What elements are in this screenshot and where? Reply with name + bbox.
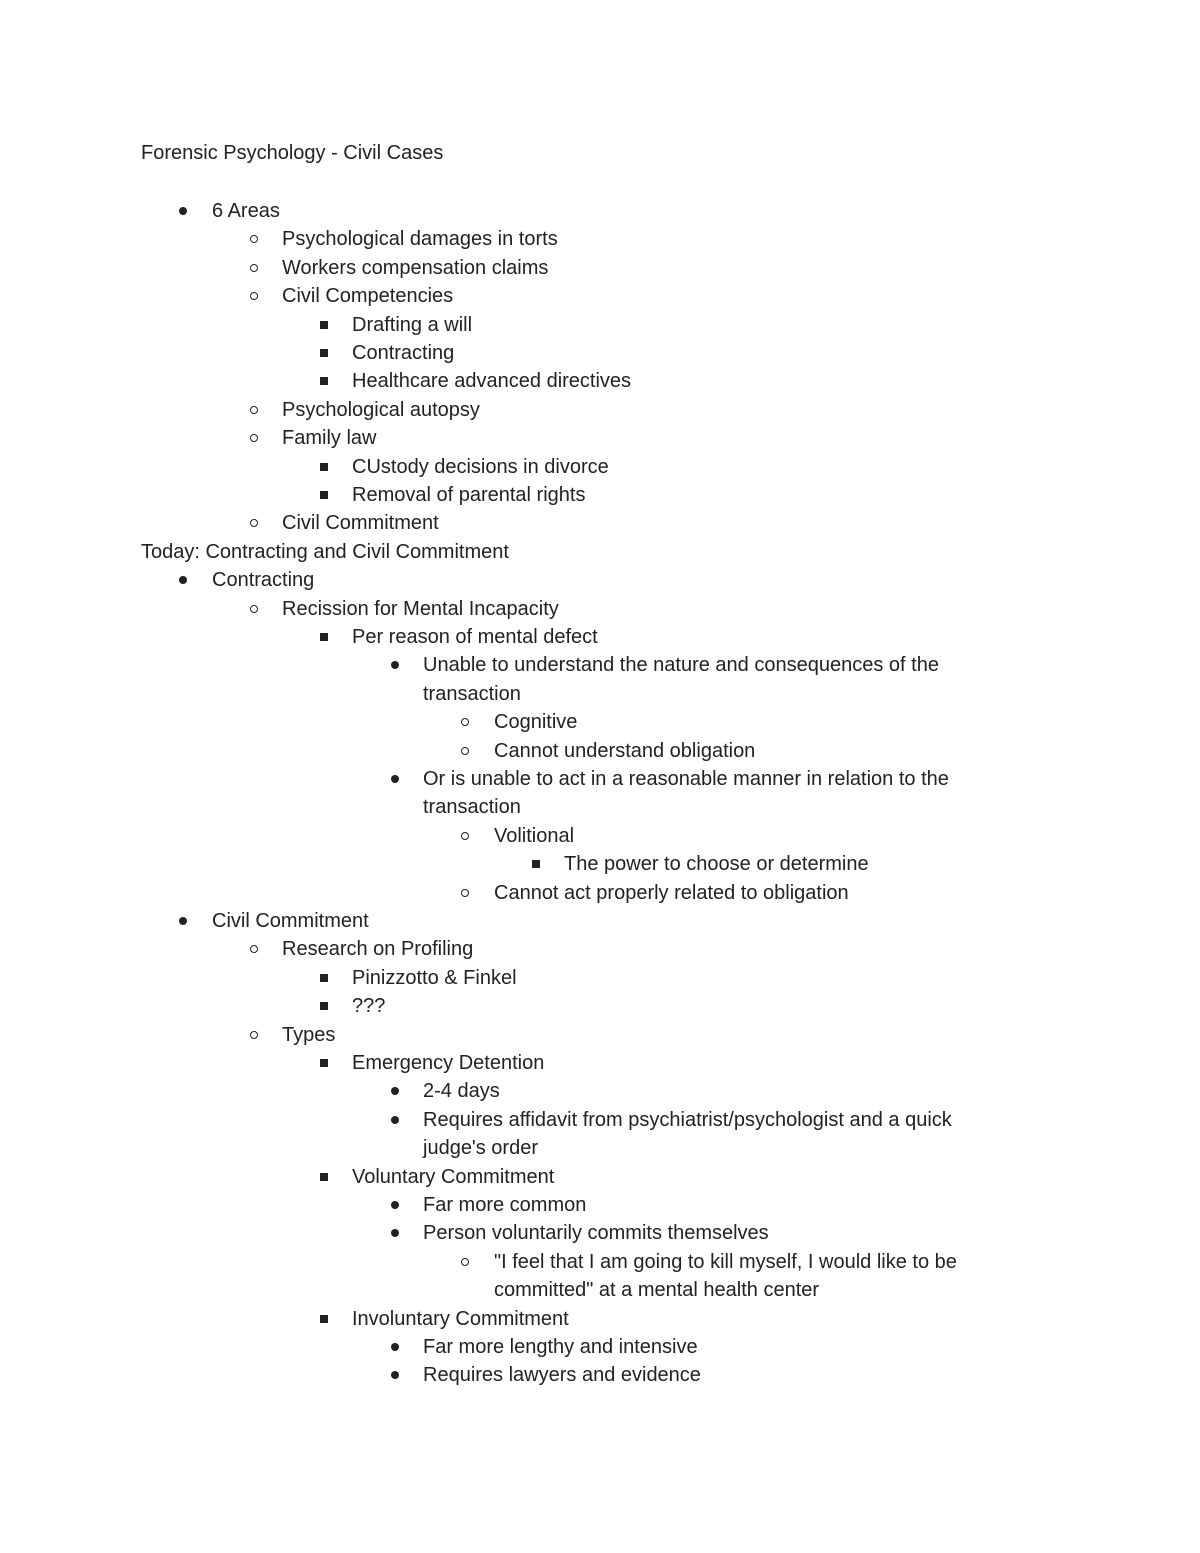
square-bullet-icon [320, 349, 328, 357]
list-item-text: Far more common [423, 1194, 587, 1216]
list-item-text: Requires affidavit from psychiatrist/psychologist and a quick [423, 1108, 952, 1131]
square-bullet-icon [320, 491, 328, 499]
list-item-text: transaction [423, 682, 521, 705]
square-bullet-icon [320, 1059, 328, 1067]
disc-bullet-icon [179, 576, 187, 584]
list-item-text: Person voluntarily commits themselves [423, 1222, 769, 1245]
list-item-text: Contracting [212, 569, 315, 592]
list-item-text: Research on Profiling [282, 938, 474, 961]
circle-bullet-icon [250, 406, 258, 414]
circle-bullet-icon [461, 1258, 469, 1266]
circle-bullet-icon [250, 605, 258, 613]
disc-bullet-icon [391, 1201, 399, 1209]
circle-bullet-icon [250, 292, 258, 300]
list-item-text: Civil Commitment [212, 910, 369, 932]
list-item-text: Types [282, 1023, 336, 1046]
list-item-text: ??? [352, 995, 386, 1018]
list-item-text: committed" at a mental health center [494, 1279, 820, 1302]
square-bullet-icon [532, 860, 540, 868]
circle-bullet-icon [461, 832, 469, 840]
disc-bullet-icon [391, 1087, 399, 1095]
list-item-text: transaction [423, 796, 521, 819]
circle-bullet-icon [250, 945, 258, 953]
list-item-text: Pinizzotto & Finkel [352, 966, 517, 989]
square-bullet-icon [320, 1315, 328, 1323]
list-item-text: Requires lawyers and evidence [423, 1364, 701, 1387]
square-bullet-icon [320, 463, 328, 471]
list-item-text: Healthcare advanced directives [352, 370, 632, 393]
list-item-text: Family law [282, 427, 377, 450]
list-item-text: Civil Competencies [282, 285, 454, 308]
disc-bullet-icon [391, 1229, 399, 1237]
list-item-text: Far more lengthy and intensive [423, 1336, 698, 1358]
disc-bullet-icon [391, 775, 399, 783]
list-item-text: Emergency Detention [352, 1052, 545, 1074]
circle-bullet-icon [250, 1031, 258, 1039]
list-item-text: judge's order [423, 1137, 538, 1160]
square-bullet-icon [320, 321, 328, 329]
list-item-text: Psychological autopsy [282, 398, 480, 421]
list-item-text: CUstody decisions in divorce [352, 455, 609, 478]
list-item-text: Civil Commitment [282, 512, 439, 535]
circle-bullet-icon [461, 747, 469, 755]
list-item-text: Contracting [352, 342, 455, 364]
circle-bullet-icon [250, 519, 258, 527]
list-item-text: Or is unable to act in a reasonable manner in relation to the [423, 768, 949, 790]
disc-bullet-icon [391, 1343, 399, 1351]
square-bullet-icon [320, 1002, 328, 1010]
circle-bullet-icon [250, 434, 258, 442]
list-item-text: "I feel that I am going to kill myself, I would like to be [494, 1250, 957, 1273]
list-item-text: Drafting a will [352, 313, 473, 336]
disc-bullet-icon [179, 207, 187, 215]
list-item-text: The power to choose or determine [564, 853, 869, 876]
disc-bullet-icon [391, 1116, 399, 1124]
list-item-text: 6 Areas [212, 200, 280, 222]
list-item-text: Involuntary Commitment [352, 1307, 569, 1330]
list-item-text: Per reason of mental defect [352, 626, 598, 648]
document-title: Forensic Psychology - Civil Cases [141, 142, 444, 164]
disc-bullet-icon [179, 917, 187, 925]
square-bullet-icon [320, 377, 328, 385]
list-item-text: Unable to understand the nature and consequences of the [423, 654, 939, 677]
list-item-text: Volitional [494, 824, 575, 847]
list-item-text: Cannot understand obligation [494, 739, 756, 762]
square-bullet-icon [320, 974, 328, 982]
circle-bullet-icon [250, 264, 258, 272]
list-item-text: Recission for Mental Incapacity [282, 597, 559, 620]
list-item-text: Psychological damages in torts [282, 228, 558, 251]
disc-bullet-icon [391, 1371, 399, 1379]
list-item-text: Removal of parental rights [352, 484, 586, 506]
circle-bullet-icon [461, 889, 469, 897]
list-item-text: Voluntary Commitment [352, 1165, 555, 1188]
list-item-text: Workers compensation claims [282, 256, 549, 279]
list-item-text: Cannot act properly related to obligation [494, 881, 849, 904]
circle-bullet-icon [250, 235, 258, 243]
square-bullet-icon [320, 633, 328, 641]
circle-bullet-icon [461, 718, 469, 726]
square-bullet-icon [320, 1173, 328, 1181]
list-item-text: 2-4 days [423, 1080, 500, 1103]
list-item-text: Cognitive [494, 711, 578, 734]
list-item-text: Today: Contracting and Civil Commitment [141, 540, 509, 563]
disc-bullet-icon [391, 661, 399, 669]
